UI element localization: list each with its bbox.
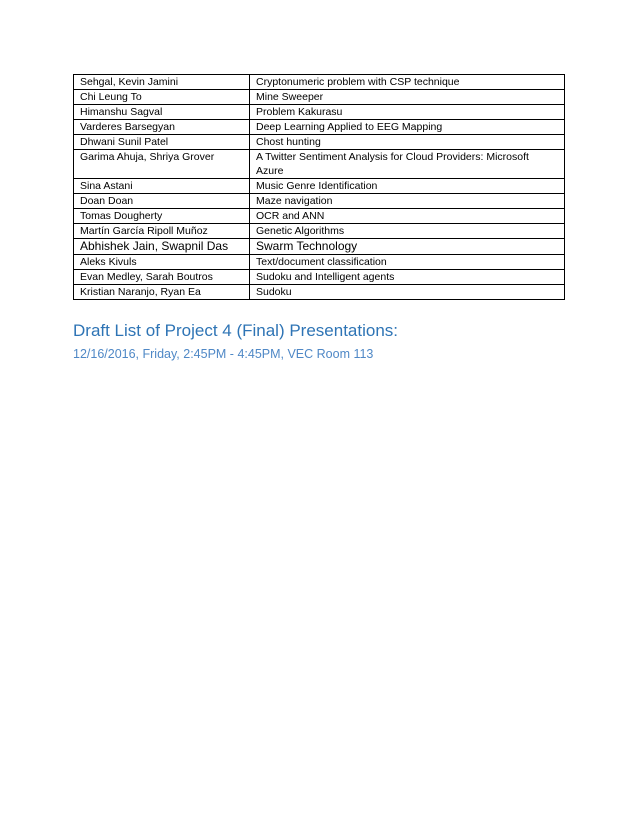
project-title-cell: Swarm Technology <box>250 239 565 255</box>
presenter-names-cell: Sina Astani <box>74 179 250 194</box>
table-row <box>74 105 565 120</box>
table-row <box>74 150 565 179</box>
table-row <box>74 239 565 255</box>
presenter-names-cell: Himanshu Sagval <box>74 105 250 120</box>
presenter-names-cell: Abhishek Jain, Swapnil Das <box>74 239 250 255</box>
project-title-cell: OCR and ANN <box>250 209 565 224</box>
section-heading: Draft List of Project 4 (Final) Presentations: <box>73 321 399 340</box>
project-title-cell: Deep Learning Applied to EEG Mapping <box>250 120 565 135</box>
presenter-names-cell: Dhwani Sunil Patel <box>74 135 250 150</box>
section-subheading: 12/16/2016, Friday, 2:45PM - 4:45PM, VEC Room 113 <box>73 347 374 361</box>
project-title-cell: Problem Kakurasu <box>250 105 565 120</box>
table-row <box>74 270 565 285</box>
presenter-names-cell: Doan Doan <box>74 194 250 209</box>
project-title-cell: Text/document classification <box>250 255 565 270</box>
project-title-cell: A Twitter Sentiment Analysis for Cloud Providers: Microsoft Azure <box>250 150 565 179</box>
table-row <box>74 209 565 224</box>
table-row <box>74 135 565 150</box>
table-row <box>74 255 565 270</box>
presenter-names-cell: Evan Medley, Sarah Boutros <box>74 270 250 285</box>
project-title-cell: Sudoku <box>250 285 565 300</box>
presenter-names-cell: Aleks Kivuls <box>74 255 250 270</box>
table-row <box>74 75 565 90</box>
presenter-names-cell: Martín García Ripoll Muñoz <box>74 224 250 239</box>
presenter-names-cell: Kristian Naranjo, Ryan Ea <box>74 285 250 300</box>
project-title-cell: Genetic Algorithms <box>250 224 565 239</box>
project-title-cell: Chost hunting <box>250 135 565 150</box>
project-title-cell: Maze navigation <box>250 194 565 209</box>
presenter-names-cell: Varderes Barsegyan <box>74 120 250 135</box>
project-title-cell: Music Genre Identification <box>250 179 565 194</box>
presenter-names-cell: Garima Ahuja, Shriya Grover <box>74 150 250 179</box>
table-row <box>74 224 565 239</box>
project-title-cell: Mine Sweeper <box>250 90 565 105</box>
project-title-cell: Cryptonumeric problem with CSP technique <box>250 75 565 90</box>
table-row <box>74 194 565 209</box>
table-row <box>74 285 565 300</box>
table-row <box>74 120 565 135</box>
presentation-table-body <box>74 75 565 300</box>
presenter-names-cell: Sehgal, Kevin Jamini <box>74 75 250 90</box>
table-row <box>74 90 565 105</box>
project-title-cell: Sudoku and Intelligent agents <box>250 270 565 285</box>
presenter-names-cell: Chi Leung To <box>74 90 250 105</box>
presenter-names-cell: Tomas Dougherty <box>74 209 250 224</box>
presentation-table <box>73 74 565 300</box>
table-row <box>74 179 565 194</box>
